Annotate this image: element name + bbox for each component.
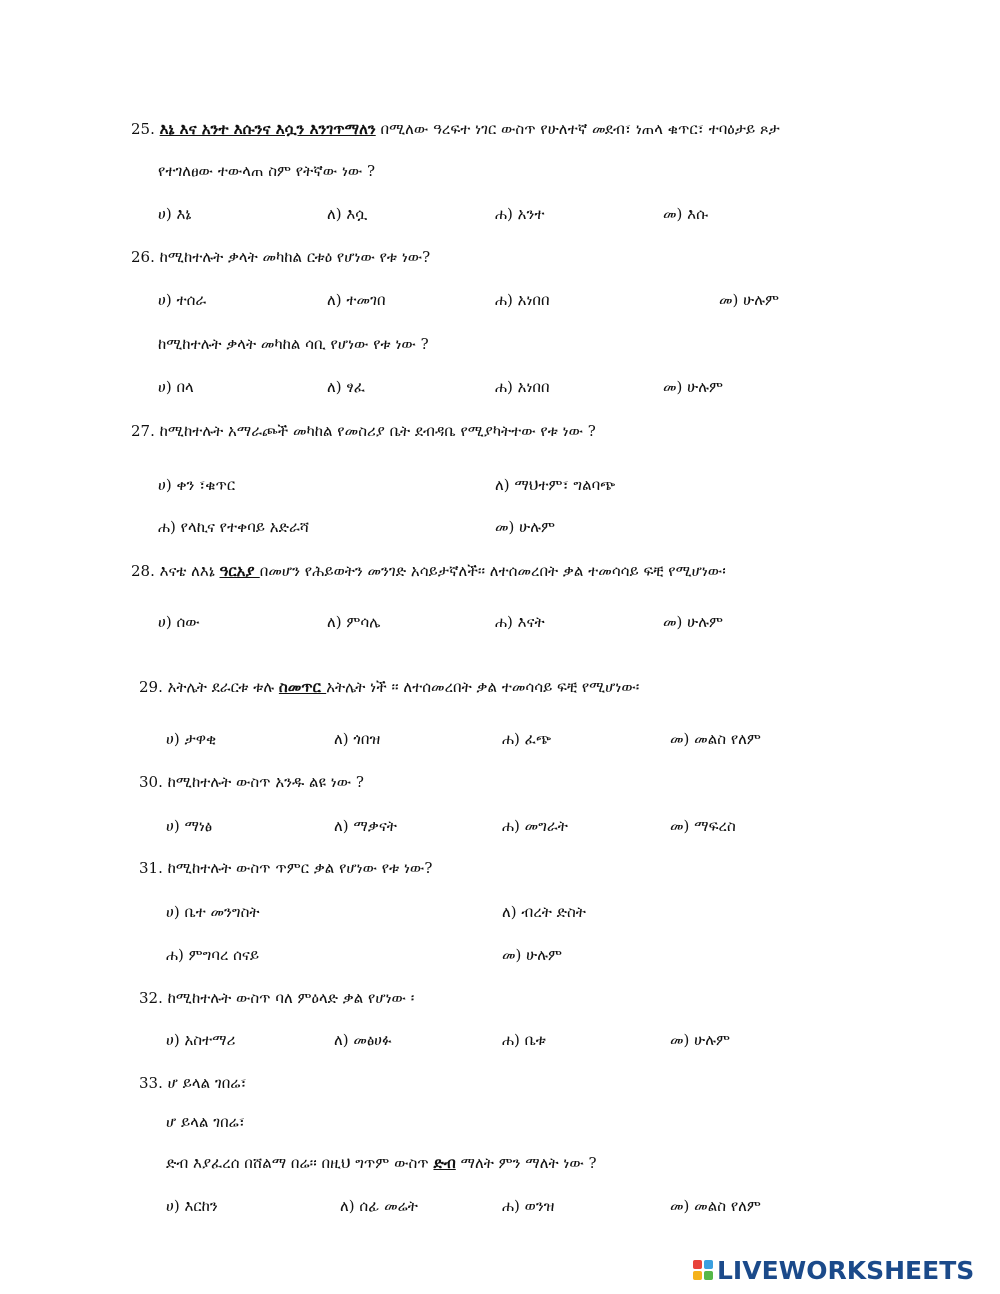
- q33-option-d[interactable]: መ) መልስ የለም: [670, 1197, 761, 1215]
- q30-option-d[interactable]: መ) ማፍረስ: [670, 817, 736, 835]
- q25-option-b[interactable]: ለ) እሷ: [327, 205, 368, 223]
- question-26-sub: ከሚከተሉት ቃላት መካከል ሳቢ የሆነው የቱ ነው ?: [158, 335, 429, 353]
- question-text-cont: በመሆን የሕይወትን መንገድ አሳይታኛለች፡፡ ለተሰመረበት ቃል ተመሳሳይ ፍቺ የሚሆነው፡: [259, 562, 726, 580]
- question-number: 26.: [131, 248, 155, 266]
- q26-sub-option-c[interactable]: ሐ) አነበበ: [495, 378, 550, 396]
- poem-line-1: ሆ ይላል ገበሬ፣: [167, 1074, 247, 1092]
- q26-option-b[interactable]: ለ) ተመገበ: [327, 291, 386, 309]
- question-text-cont: አትሌት ነች ፡፡ ለተሰመረበት ቃል ተመሳሳይ ፍቺ የሚሆነው፡: [326, 678, 640, 696]
- q27-option-d[interactable]: መ) ሁሉም: [495, 518, 555, 536]
- underlined-word: ስመጥር: [278, 678, 327, 696]
- q25-option-a[interactable]: ሀ) እኔ: [158, 205, 192, 223]
- q30-option-a[interactable]: ሀ) ማነፅ: [166, 817, 213, 835]
- question-33: [139, 1073, 247, 1093]
- q28-option-b[interactable]: ለ) ምሳሌ: [327, 613, 381, 631]
- q27-option-c[interactable]: ሐ) የላኪና የተቀባይ አድራሻ: [158, 518, 310, 536]
- q25-option-c[interactable]: ሐ) አንተ: [495, 205, 545, 223]
- q33-option-b[interactable]: ለ) ሰፊ መሬት: [340, 1197, 418, 1215]
- question-text: ከሚከተሉት ውስጥ ጥምር ቃል የሆነው የቱ ነው?: [167, 859, 433, 877]
- question-28: [131, 561, 726, 581]
- logo-text: LIVEWORKSHEETS: [717, 1255, 975, 1285]
- q31-option-b[interactable]: ለ) ብረት ድስት: [502, 903, 586, 921]
- q28-option-c[interactable]: ሐ) እናት: [495, 613, 545, 631]
- q29-option-a[interactable]: ሀ) ታዋቂ: [166, 730, 217, 748]
- question-25: [131, 119, 780, 139]
- poem-line-3: ድብ እያፈረሰ በሸልማ በሬ፡፡ በዚህ ግጥም ውስጥ: [166, 1154, 434, 1172]
- poem-line-2: ሆ ይላል ገበሬ፣: [166, 1113, 245, 1131]
- q29-option-b[interactable]: ለ) ጎበዝ: [334, 730, 381, 748]
- q26-sub-option-d[interactable]: መ) ሁሉም: [663, 378, 723, 396]
- liveworksheets-logo-icon: [693, 1260, 713, 1280]
- q32-option-d[interactable]: መ) ሁሉም: [670, 1031, 730, 1049]
- q30-option-c[interactable]: ሐ) መግራት: [502, 817, 568, 835]
- underlined-phrase: እኔ እና አንተ እሱንና እሷን እንገጥማለን: [159, 120, 376, 138]
- question-text: ከሚከተሉት ውስጥ ባለ ምዕላድ ቃል የሆነው ፡: [167, 989, 415, 1007]
- q31-option-a[interactable]: ሀ) ቤተ መንግስት: [166, 903, 260, 921]
- question-26: [131, 247, 430, 267]
- question-30: [139, 772, 364, 792]
- q32-option-c[interactable]: ሐ) ቤቱ: [502, 1031, 546, 1049]
- question-number: 32.: [139, 989, 163, 1007]
- question-number: 31.: [139, 859, 163, 877]
- q27-option-a[interactable]: ሀ) ቀን ፣ቁጥር: [158, 476, 236, 494]
- q26-sub-option-a[interactable]: ሀ) በላ: [158, 378, 194, 396]
- q26-option-d[interactable]: መ) ሁሉም: [719, 291, 779, 309]
- q25-option-d[interactable]: መ) እሱ: [663, 205, 709, 223]
- question-text: ከሚከተሉት አማራጮች መካከል የመስሪያ ቤት ደብዳቤ የሚያካትተው የቱ ነው ?: [159, 422, 596, 440]
- underlined-word: ድብ: [433, 1154, 456, 1172]
- q28-option-a[interactable]: ሀ) ሰው: [158, 613, 200, 631]
- question-27: [131, 421, 596, 441]
- q29-option-c[interactable]: ሐ) ፈጭ: [502, 730, 552, 748]
- question-32: [139, 988, 414, 1008]
- question-number: 30.: [139, 773, 163, 791]
- q31-option-c[interactable]: ሐ) ምግባረ ሰናይ: [166, 946, 260, 964]
- question-25-line2: የተገለፀው ተውላጠ ስም የትኛው ነው ?: [158, 162, 376, 180]
- liveworksheets-logo[interactable]: [693, 1256, 974, 1284]
- question-number: 29.: [139, 678, 163, 696]
- question-number: 33.: [139, 1074, 163, 1092]
- question-text: አትሌት ደራርቱ ቱሉ: [167, 678, 279, 696]
- q33-option-a[interactable]: ሀ) እርከን: [166, 1197, 218, 1215]
- question-text: ከሚከተሉት ውስጥ አንዱ ልዩ ነው ?: [167, 773, 364, 791]
- logo-square-blue: [704, 1260, 713, 1269]
- underlined-word: ዓርአያ: [219, 562, 260, 580]
- q32-option-a[interactable]: ሀ) አስተማሪ: [166, 1031, 236, 1049]
- q32-option-b[interactable]: ለ) መፅሀፉ: [334, 1031, 392, 1049]
- question-31: [139, 858, 432, 878]
- question-text-cont: ማለት ምን ማለት ነው ?: [455, 1154, 597, 1172]
- q26-option-c[interactable]: ሐ) አነበበ: [495, 291, 550, 309]
- q28-option-d[interactable]: መ) ሁሉም: [663, 613, 723, 631]
- question-33-prompt: [166, 1153, 597, 1173]
- logo-square-yellow: [693, 1271, 702, 1280]
- q30-option-b[interactable]: ለ) ማቃናት: [334, 817, 397, 835]
- q31-option-d[interactable]: መ) ሁሉም: [502, 946, 562, 964]
- question-number: 28.: [131, 562, 155, 580]
- q33-option-c[interactable]: ሐ) ወንዝ: [502, 1197, 555, 1215]
- question-text: በሚለው ዓረፍተ ነገር ውስጥ የሁለተኛ መደብ፣ ነጠላ ቁጥር፣ ተባዕታይ ጾታ: [375, 120, 780, 138]
- logo-square-green: [704, 1271, 713, 1280]
- logo-square-red: [693, 1260, 702, 1269]
- question-number: 27.: [131, 422, 155, 440]
- question-29: [139, 677, 639, 697]
- q29-option-d[interactable]: መ) መልስ የለም: [670, 730, 761, 748]
- q26-sub-option-b[interactable]: ለ) ፃፈ: [327, 378, 366, 396]
- question-text: እናቴ ለእኔ: [159, 562, 220, 580]
- question-text: ከሚከተሉት ቃላት መካከል ርቱዕ የሆነው የቱ ነው?: [159, 248, 431, 266]
- question-number: 25.: [131, 120, 155, 138]
- q26-option-a[interactable]: ሀ) ተሰራ: [158, 291, 207, 309]
- q27-option-b[interactable]: ለ) ማህተም፣ ግልባጭ: [495, 476, 616, 494]
